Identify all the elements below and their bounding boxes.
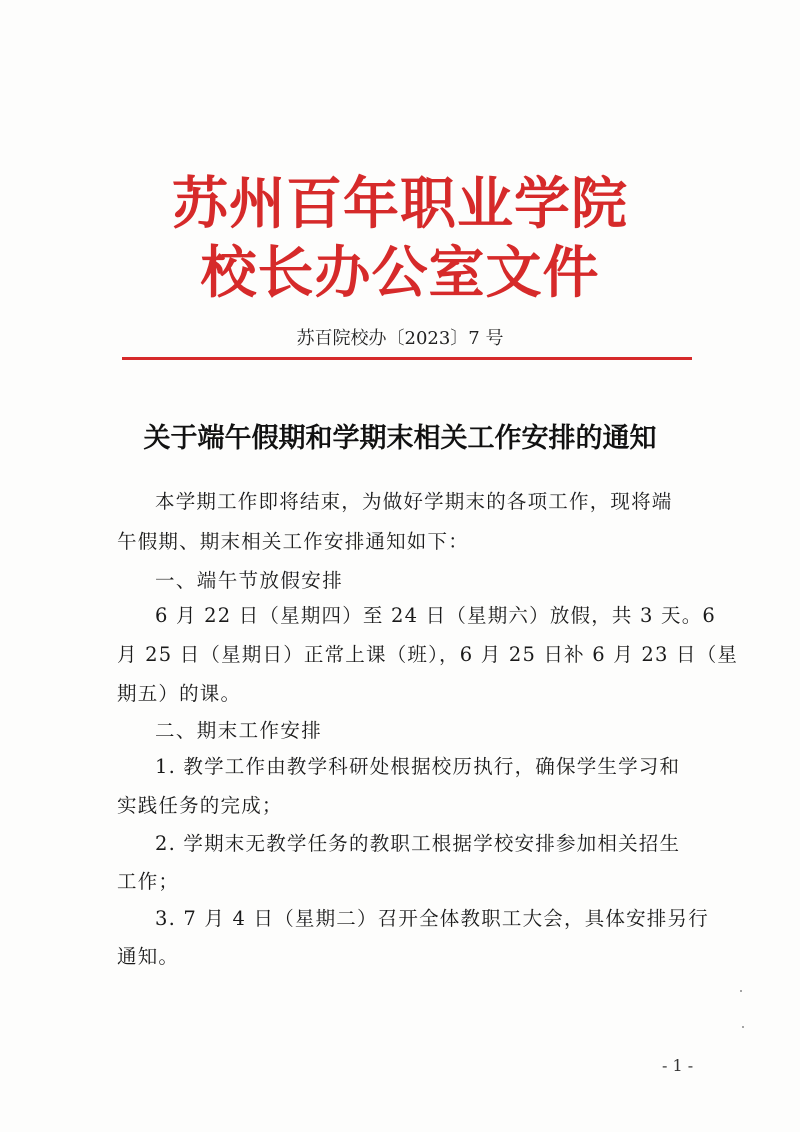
item-2-line-2: 工作；: [117, 870, 180, 893]
page-number: - 1 -: [662, 1056, 694, 1075]
item-3-line-1: 3. 7 月 4 日（星期二）召开全体教职工大会，具体安排另行: [155, 907, 709, 930]
scan-speck: [740, 990, 742, 992]
intro-line-2: 午假期、期末相关工作安排通知如下：: [117, 530, 469, 553]
holiday-line-1: 6 月 22 日（星期四）至 24 日（星期六）放假，共 3 天。6: [155, 604, 717, 627]
item-1-line-2: 实践任务的完成；: [117, 794, 283, 817]
document-title: 关于端午假期和学期末相关工作安排的通知: [143, 423, 657, 454]
masthead-office-document: 校长办公室文件: [200, 240, 600, 306]
section-heading-dragon-boat-holiday: 一、端午节放假安排: [155, 569, 344, 592]
red-divider-line: [122, 357, 692, 360]
intro-line-1: 本学期工作即将结束，为做好学期末的各项工作，现将端: [155, 490, 673, 513]
item-2-line-1: 2. 学期末无教学任务的教职工根据学校安排参加相关招生: [155, 832, 681, 855]
holiday-line-3: 期五）的课。: [117, 682, 242, 705]
section-heading-term-end-work: 二、期末工作安排: [155, 719, 323, 742]
holiday-line-2: 月 25 日（星期日）正常上课（班），6 月 25 日补 6 月 23 日（星: [117, 643, 739, 666]
item-3-line-2: 通知。: [117, 945, 180, 968]
scan-speck: [742, 1026, 744, 1028]
masthead-organization: 苏州百年职业学院: [172, 171, 628, 237]
item-1-line-1: 1. 教学工作由教学科研处根据校历执行，确保学生学习和: [155, 755, 681, 778]
document-number: 苏百院校办〔2023〕7 号: [296, 328, 504, 349]
